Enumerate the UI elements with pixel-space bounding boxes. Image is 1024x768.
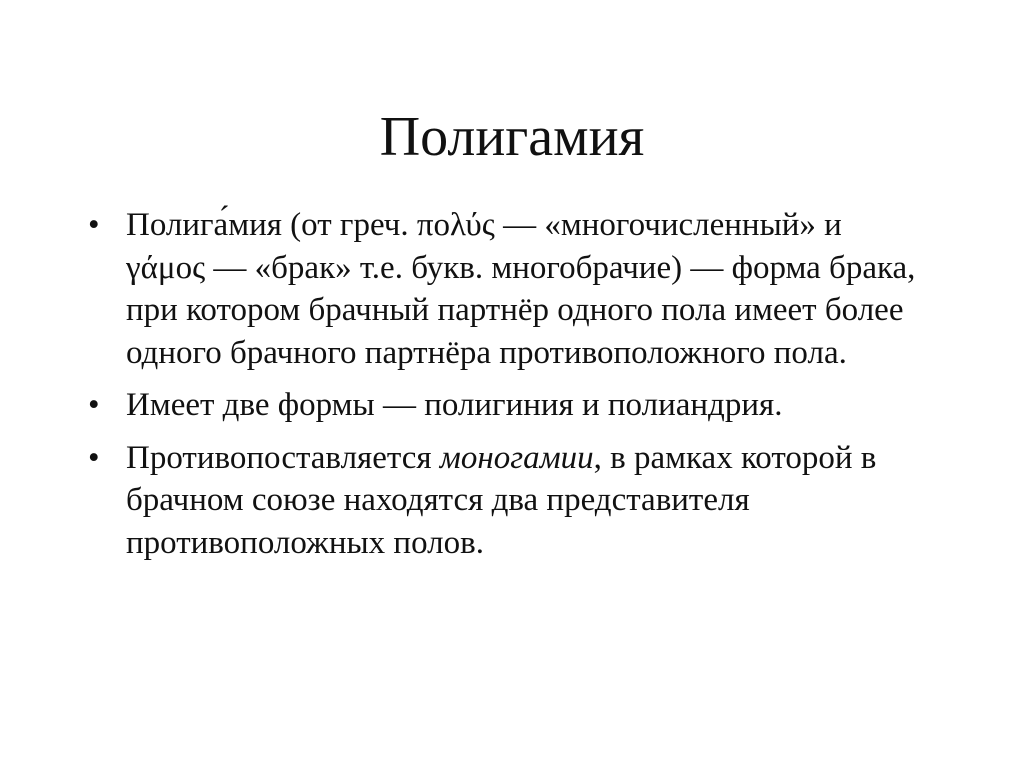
bullet-dot-icon: • (88, 387, 100, 423)
bullet-dot-icon: • (88, 207, 100, 243)
bullet-text-after: , в рамках которой в брачном союзе находятся два представителя противоположных полов. (126, 439, 877, 561)
slide-title: Полигамия (379, 106, 645, 168)
bullet-dot-icon: • (88, 439, 100, 476)
bullet-text-before: Противопоставляется (126, 439, 440, 476)
bullet-item-forms (88, 384, 928, 427)
bullet-text-emphasis: моногамии (439, 439, 594, 476)
bullet-item-contrast (88, 437, 928, 565)
bullet-list (88, 204, 928, 574)
bullet-text: Имеет две формы — полигиния и полиандрия. (126, 387, 783, 423)
bullet-text: Полига́мия (от греч. πολύς — «многочисленный» и γάμος — «брак» т.е. букв. многобрачие) — форма брака, при котором брачный партнёр одного пола имеет более одного брачного партнёра противоположного пола. (126, 207, 916, 371)
bullet-item-definition (88, 204, 928, 374)
